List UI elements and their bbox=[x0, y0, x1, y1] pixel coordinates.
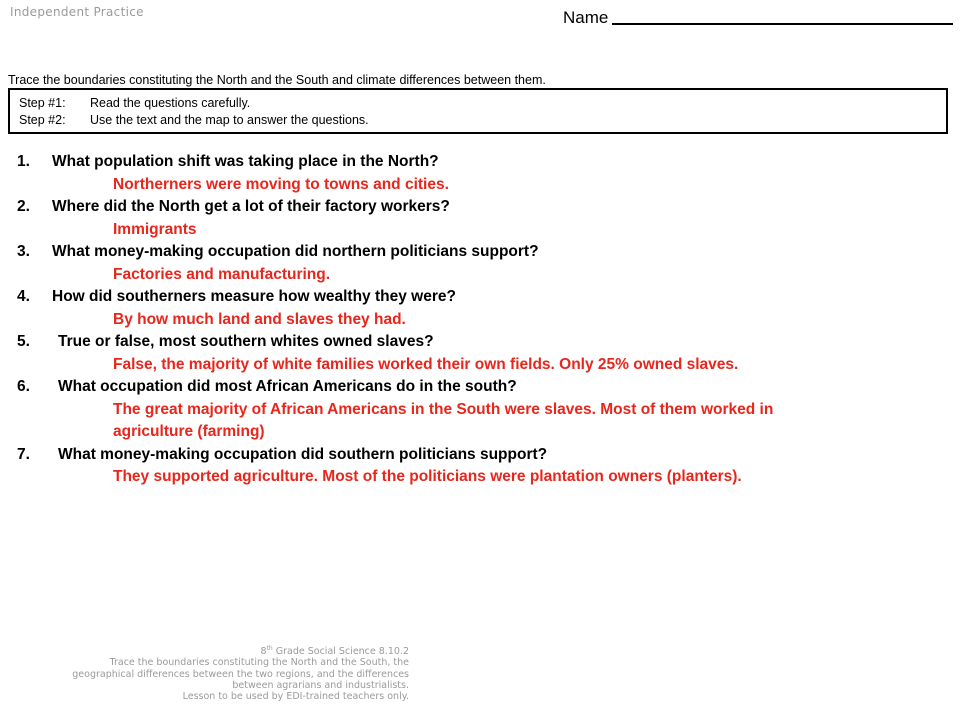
lesson-footer bbox=[0, 643, 409, 702]
answer-1: Northerners were moving to towns and cities. bbox=[113, 175, 449, 193]
question-number: 4. bbox=[17, 288, 30, 305]
footer-line: Trace the boundaries constituting the North and the South, the bbox=[109, 657, 409, 669]
question-5 bbox=[17, 331, 947, 354]
answer-3: Factories and manufacturing. bbox=[113, 265, 331, 283]
footer-line: Lesson to be used by EDI-trained teachers only. bbox=[182, 690, 409, 702]
page-header-label: Independent Practice bbox=[10, 5, 144, 19]
footer-grade-suffix: th bbox=[266, 645, 273, 652]
name-field[interactable] bbox=[563, 2, 953, 28]
step-2 bbox=[19, 112, 936, 129]
question-text: What money-making occupation did southern politicians support? bbox=[58, 445, 548, 463]
question-number: 6. bbox=[17, 378, 30, 395]
footer-grade-line bbox=[0, 643, 409, 657]
answer-6-line-2: agriculture (farming) bbox=[113, 423, 265, 440]
question-number: 3. bbox=[17, 243, 30, 260]
question-text: What population shift was taking place in the North? bbox=[52, 153, 439, 170]
answer-7: They supported agriculture. Most of the politicians were plantation owners (planters). bbox=[113, 468, 742, 485]
answer-6-line-1: The great majority of African Americans in the South were slaves. Most of them worked in bbox=[113, 400, 774, 418]
question-text: What money-making occupation did northern politicians support? bbox=[52, 243, 539, 260]
step-text: Use the text and the map to answer the questions. bbox=[90, 113, 369, 127]
question-3 bbox=[17, 241, 947, 264]
name-label: Name bbox=[563, 8, 609, 27]
step-1 bbox=[19, 95, 936, 112]
footer-grade-number: 8 bbox=[260, 646, 267, 658]
step-text: Read the questions carefully. bbox=[90, 96, 251, 110]
answer-4: By how much land and slaves they had. bbox=[113, 310, 406, 328]
question-number: 5. bbox=[17, 333, 30, 350]
footer-line: between agrarians and industrialists. bbox=[232, 679, 409, 691]
question-1 bbox=[17, 151, 947, 174]
step-number: Step #2: bbox=[19, 113, 66, 127]
question-text: True or false, most southern whites owned slaves? bbox=[58, 333, 434, 350]
steps-box bbox=[8, 88, 948, 134]
question-number: 2. bbox=[17, 198, 30, 215]
question-7 bbox=[17, 444, 947, 467]
question-list bbox=[17, 151, 947, 489]
lesson-objective: Trace the boundaries constituting the North and the South and climate differences between them. bbox=[8, 73, 546, 87]
question-4 bbox=[17, 286, 947, 309]
footer-line: geographical differences between the two regions, and the differences bbox=[72, 668, 409, 680]
question-number: 7. bbox=[17, 445, 30, 463]
answer-5: False, the majority of white families worked their own fields. Only 25% owned slaves. bbox=[113, 355, 739, 373]
question-2 bbox=[17, 196, 947, 219]
step-number: Step #1: bbox=[19, 96, 66, 110]
question-number: 1. bbox=[17, 153, 30, 170]
question-6 bbox=[17, 376, 947, 399]
answer-2: Immigrants bbox=[113, 220, 197, 238]
name-underline[interactable] bbox=[612, 23, 953, 25]
footer-course: Grade Social Science 8.10.2 bbox=[272, 646, 409, 658]
question-text: How did southerners measure how wealthy they were? bbox=[52, 288, 456, 305]
question-text: What occupation did most African Americans do in the south? bbox=[58, 378, 517, 395]
question-text: Where did the North get a lot of their factory workers? bbox=[52, 198, 450, 215]
